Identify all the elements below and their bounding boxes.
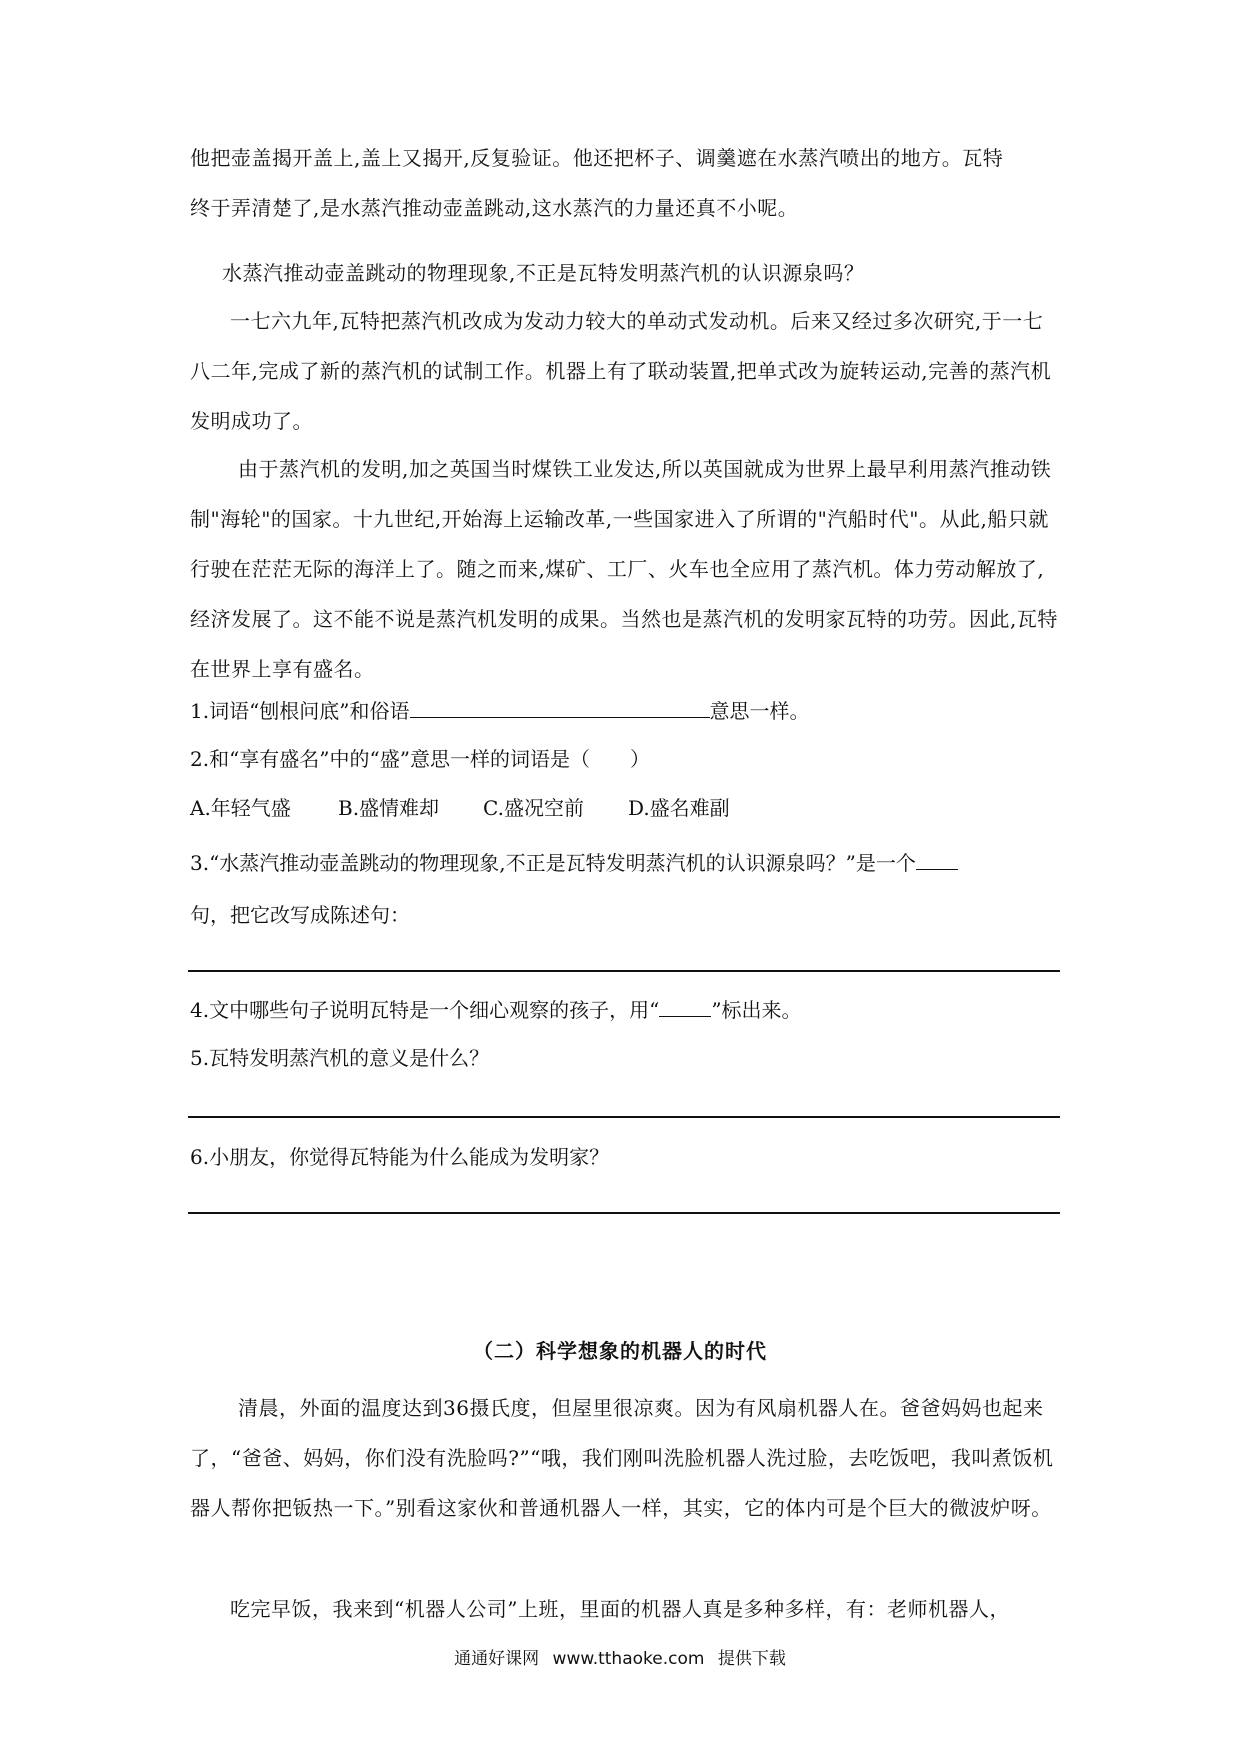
passage1-paragraph-2 (190, 248, 1058, 298)
question-5 (190, 1043, 489, 1073)
question-6-answer-line[interactable] (188, 1212, 1060, 1214)
option-b[interactable]: B.盛情难却 (338, 796, 440, 820)
passage1-p3: 一七六九年,瓦特把蒸汽机改成为发动力较大的单动式发动机。后来又经过多次研究,于一七八二年,完成了新的蒸汽机的试制工作。机器上有了联动装置,把单式改为旋转运动,完善的蒸汽机发明成功了。 (190, 309, 1052, 433)
question-2-options (190, 793, 730, 823)
question-4-underline-sample (659, 996, 711, 1017)
question-1-suffix: 意思一样。 (709, 699, 810, 723)
section-2-p1: 清晨，外面的温度达到36摄氏度，但屋里很凉爽。因为有风扇机器人在。爸爸妈妈也起来了，“爸爸、妈妈，你们没有洗脸吗?”“哦，我们刚叫洗脸机器人洗过脸，去吃饭吧，我叫煮饭机器人帮你把钣热一下。”别看这家伙和普通机器人一样，其实，它的体内可是个巨大的微波炉呀。 (190, 1396, 1054, 1520)
question-5-answer-line[interactable] (188, 1116, 1060, 1118)
passage1-paragraph-3 (190, 296, 1058, 446)
question-3-line-1 (190, 848, 958, 878)
question-4 (190, 995, 802, 1025)
passage1-p1-line2: 终于弄清楚了,是水蒸汽推动壶盖跳动,这水蒸汽的力量还真不小呢。 (190, 196, 799, 220)
question-4-prefix: 4.文中哪些句子说明瓦特是一个细心观察的孩子，用“ (190, 998, 660, 1022)
question-3-instruction: 句，把它改写成陈述句： (190, 903, 410, 927)
question-4-suffix: ”标出来。 (711, 998, 802, 1022)
question-3-line-2 (190, 900, 410, 930)
section-2-paragraph-1 (190, 1383, 1058, 1533)
section-2-p2: 吃完早饭，我来到“机器人公司”上班，里面的机器人真是多种多样，有：老师机器人， (230, 1597, 1010, 1621)
passage1-p1-line1: 他把壶盖揭开盖上,盖上又揭开,反复验证。他还把杯子、调羹遮在水蒸汽喷出的地方。瓦特 (190, 146, 1004, 170)
question-5-text: 5.瓦特发明蒸汽机的意义是什么？ (190, 1046, 490, 1070)
question-3-answer-line[interactable] (188, 970, 1060, 972)
footer-note: 提供下载 (717, 1649, 786, 1669)
question-3-blank[interactable] (916, 849, 958, 870)
question-2 (190, 744, 650, 774)
question-3-text: 3.“水蒸汽推动壶盖跳动的物理现象,不正是瓦特发明蒸汽机的认识源泉吗？”是一个 (190, 851, 916, 875)
section-2-title: （二）科学想象的机器人的时代 (473, 1339, 767, 1363)
question-6-text: 6.小朋友，你觉得瓦特能为什么能成为发明家？ (190, 1145, 610, 1169)
section-2-paragraph-2 (190, 1584, 1058, 1634)
passage1-paragraph-4 (190, 444, 1058, 694)
passage1-paragraph-1 (190, 133, 1058, 233)
question-1-prefix: 1.词语“刨根问底”和俗语 (190, 699, 410, 723)
page-footer (0, 1647, 1240, 1671)
question-6 (190, 1142, 609, 1172)
option-c[interactable]: C.盛况空前 (483, 796, 584, 820)
passage1-p2: 水蒸汽推动壶盖跳动的物理现象,不正是瓦特发明蒸汽机的认识源泉吗？ (222, 261, 865, 285)
question-1-blank[interactable] (410, 697, 710, 718)
question-2-text: 2.和“享有盛名”中的“盛”意思一样的词语是（ ） (190, 747, 650, 771)
footer-site-name: 通通好课网 (454, 1649, 540, 1669)
passage1-p4: 由于蒸汽机的发明,加之英国当时煤铁工业发达,所以英国就成为世界上最早利用蒸汽推动铁制"海轮"的国家。十九世纪,开始海上运输改革,一些国家进入了所谓的"汽船时代"。从此,船只就行驶在茫茫无际的海洋上了。随之而来,煤矿、工厂、火车也全应用了蒸汽机。体力劳动解放了,经济发展了。这不能不说是蒸汽机发明的成果。当然也是蒸汽机的发明家瓦特的功劳。因此,瓦特在世界上享有盛名。 (190, 457, 1058, 681)
option-d[interactable]: D.盛名难副 (628, 796, 730, 820)
question-1 (190, 696, 810, 726)
option-a[interactable]: A.年轻气盛 (190, 796, 291, 820)
footer-url[interactable]: www.tthaoke.com (552, 1649, 705, 1669)
